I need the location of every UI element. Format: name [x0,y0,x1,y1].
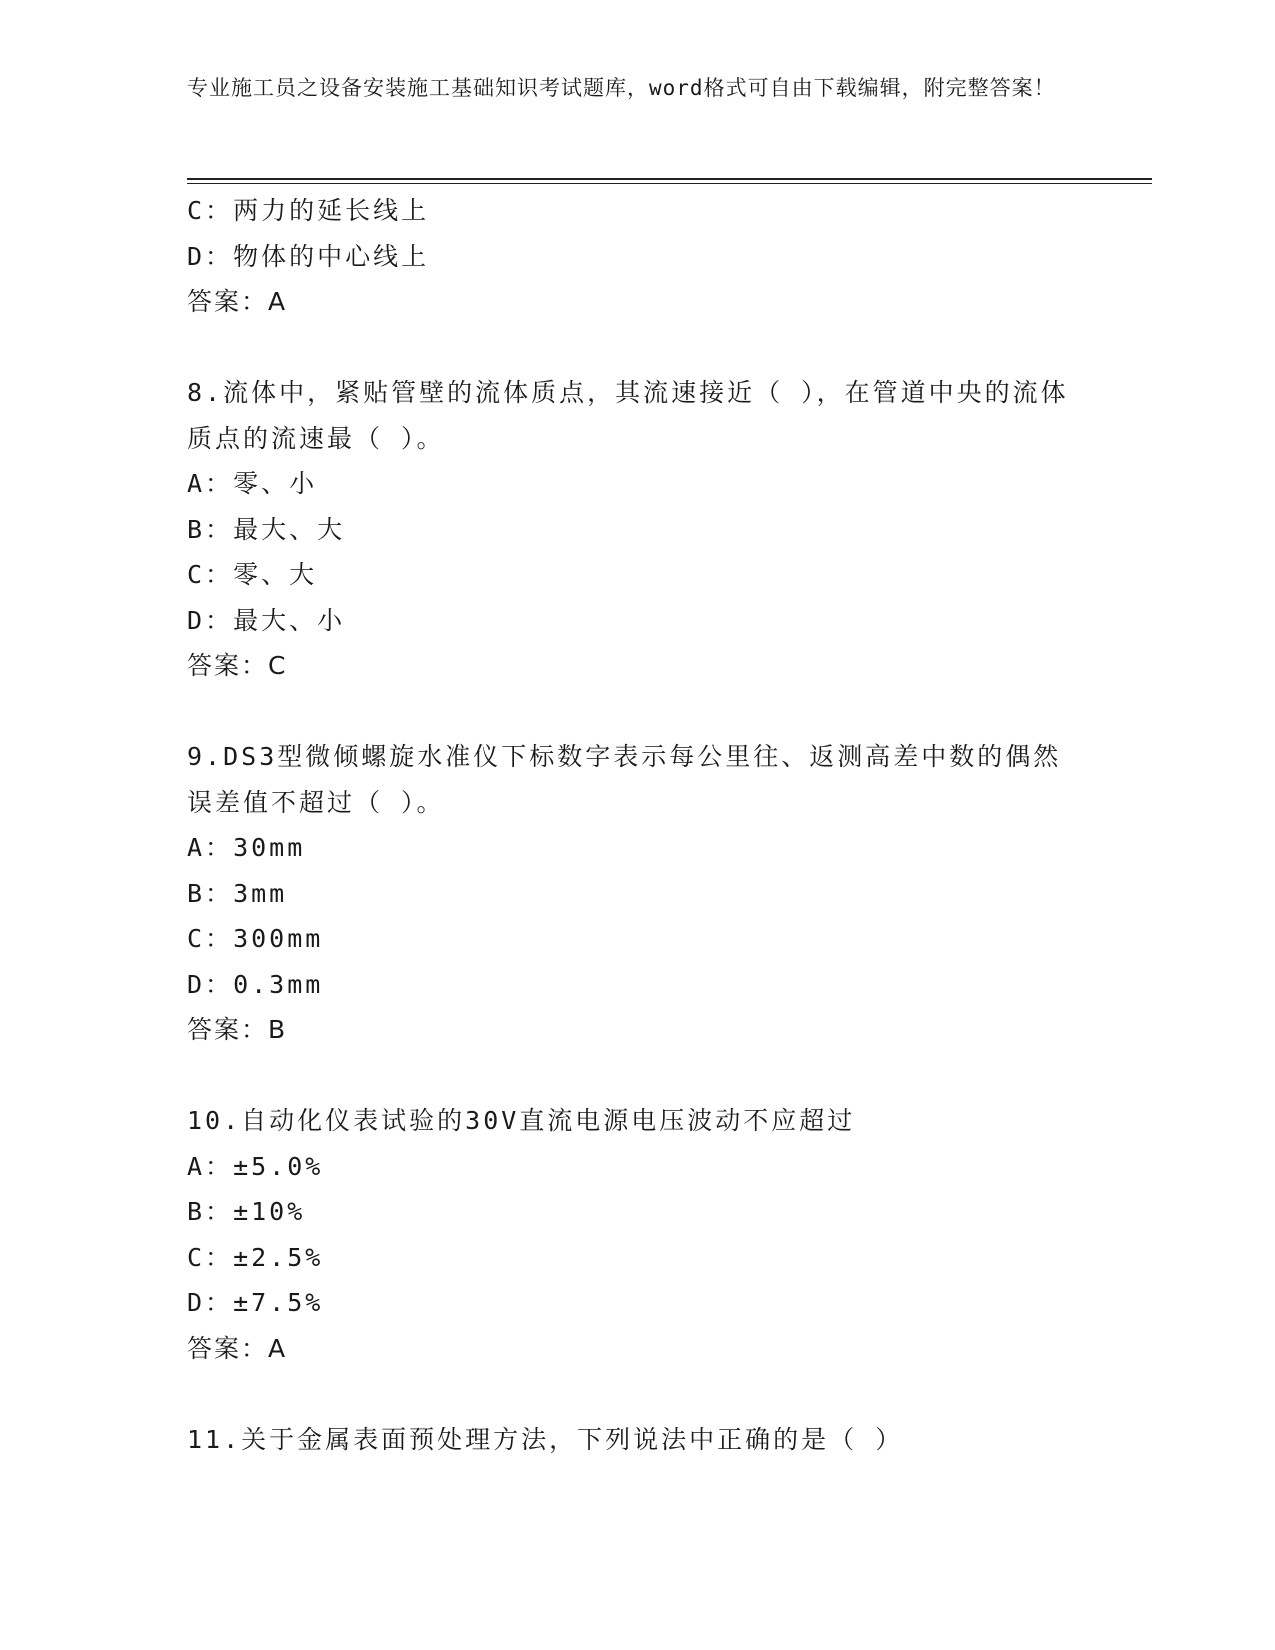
option-text: 两力的延长线上 [233,196,430,225]
option-b [187,871,1087,917]
option-label: D： [187,605,234,635]
option-text: 物体的中心线上 [233,241,430,271]
option-text: ±5.0% [233,1151,324,1181]
option-label: A： [187,833,234,862]
question-text: 9.DS3型微倾螺旋水准仪下标数字表示每公里往、返测高差中数的偶然误差值不超过（ ）。 [187,742,1062,817]
spacer [187,1371,1087,1417]
option-text: 最大、小 [233,605,346,635]
option-label: C： [187,196,234,225]
answer-line: 答案：B [187,1015,288,1044]
option-text: 300mm [233,924,324,953]
option-c [187,552,1087,598]
option-label: C： [187,1242,234,1272]
option-d [187,234,1087,280]
question-9 [187,734,1087,1053]
option-text: 最大、大 [233,514,346,544]
option-a [187,825,1087,871]
option-label: B： [187,878,234,908]
option-a [187,461,1087,507]
option-text: 零、小 [233,469,318,498]
question-text: 8.流体中，紧贴管壁的流体质点，其流速接近（ ），在管道中央的流体质点的流速最（ ）。 [187,378,1069,453]
option-text: 零、大 [233,560,318,589]
spacer [187,689,1087,735]
option-b [187,507,1087,553]
option-text: 30mm [233,833,306,862]
option-label: D： [187,1288,234,1317]
header-divider-thin [187,183,1152,184]
question-11 [187,1417,1087,1463]
option-c [187,916,1087,962]
document-header: 专业施工员之设备安装施工基础知识考试题库，word格式可自由下载编辑，附完整答案！ [187,76,1056,100]
option-text: 3mm [233,878,288,908]
question-text: 11.关于金属表面预处理方法，下列说法中正确的是（ ） [187,1424,904,1454]
option-d [187,962,1087,1008]
option-text: 0.3mm [233,969,324,999]
header-divider-thick [187,178,1152,180]
spacer [187,325,1087,371]
option-c [187,188,1087,234]
option-b [187,1189,1087,1235]
question-8 [187,370,1087,689]
answer-line: 答案：C [187,651,288,680]
option-c [187,1235,1087,1281]
option-label: B： [187,514,234,544]
option-label: A： [187,1151,234,1181]
question-text: 10.自动化仪表试验的30V直流电源电压波动不应超过 [187,1106,856,1135]
question-7-tail [187,188,1087,325]
answer-line: 答案：A [187,1333,288,1363]
answer-line: 答案：A [187,287,288,316]
option-text: ±10% [233,1197,306,1226]
option-label: C： [187,560,234,589]
option-label: C： [187,924,234,953]
option-a [187,1144,1087,1190]
question-10 [187,1098,1087,1371]
option-label: A： [187,469,234,498]
option-d [187,598,1087,644]
option-text: ±7.5% [233,1288,324,1317]
option-label: D： [187,969,234,999]
spacer [187,1053,1087,1099]
option-label: D： [187,241,234,271]
option-d [187,1280,1087,1326]
option-text: ±2.5% [233,1242,324,1272]
question-list [187,188,1087,1462]
option-label: B： [187,1197,234,1226]
